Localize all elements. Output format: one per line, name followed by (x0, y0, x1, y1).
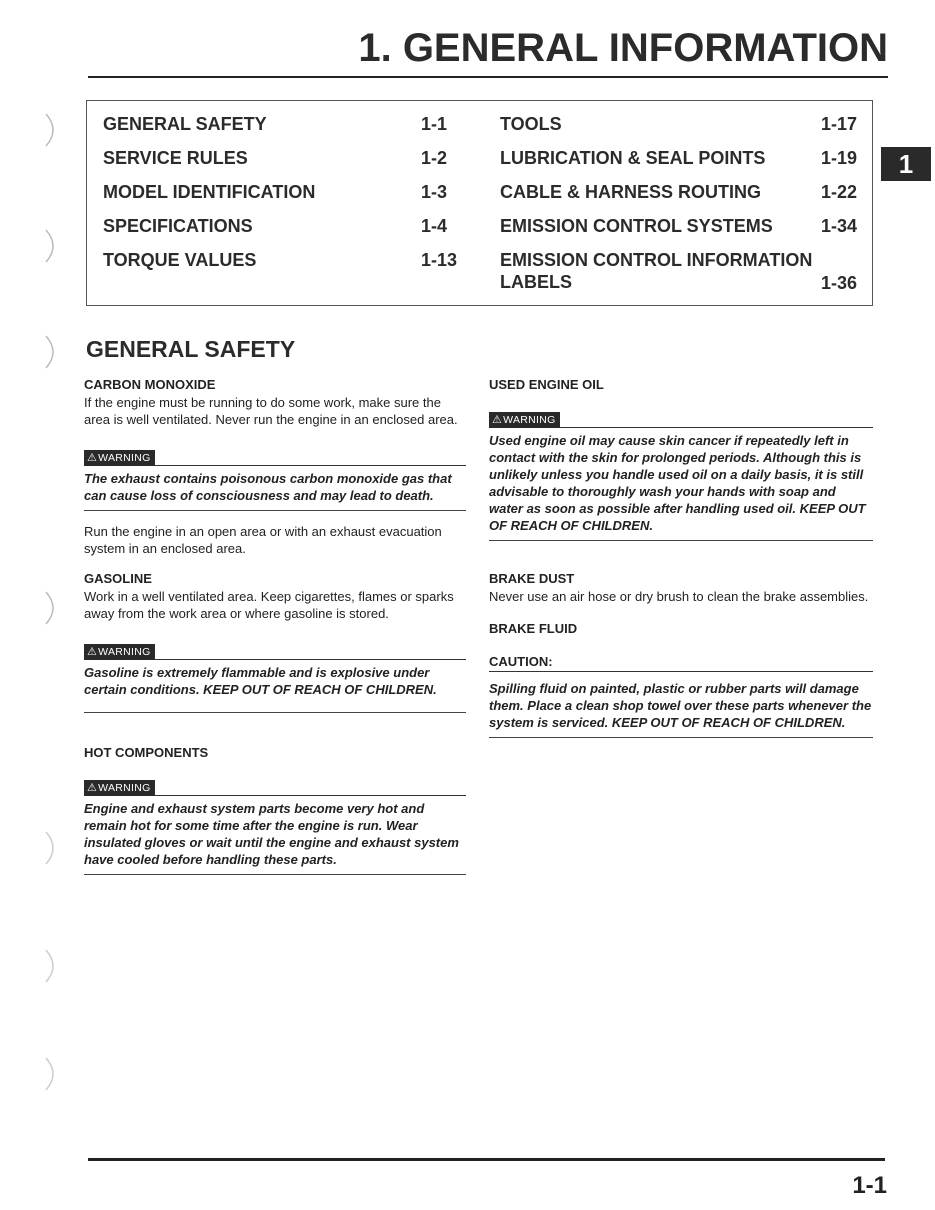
warning-rule (84, 874, 466, 875)
binder-hole-mark (40, 590, 62, 626)
chapter-title: 1. GENERAL INFORMATION (358, 26, 888, 70)
binder-hole-mark (40, 830, 62, 866)
warning-triangle-icon: ⚠ (492, 414, 503, 426)
brake-dust-heading: BRAKE DUST (489, 571, 575, 586)
toc-page-tools: 1-17 (820, 114, 857, 134)
section-title: GENERAL SAFETY (86, 336, 296, 362)
title-rule (88, 76, 888, 78)
binder-hole-mark (40, 112, 62, 148)
brake-dust-text: Never use an air hose or dry brush to clean the brake assemblies. (489, 589, 869, 604)
toc-page-general-safety: 1-1 (420, 114, 447, 134)
warning-badge: ⚠WARNING (489, 412, 560, 428)
toc-item-emission-labels-line2[interactable]: LABELS (500, 272, 572, 292)
binder-hole-mark (40, 334, 62, 370)
carbon-monoxide-after: Run the engine in an open area or with an exhaust evacuation system in an enclosed area. (84, 524, 442, 556)
carbon-monoxide-text: If the engine must be running to do some work, make sure the area is well ventilated. Never run the engine in an enclosed area. (84, 395, 458, 427)
warning-header (84, 644, 466, 660)
brake-fluid-caution: Spilling fluid on painted, plastic or rubber parts will damage them. Place a clean shop towel over these parts whenever the system is serviced. KEEP OUT OF REACH OF CHILDREN. (489, 681, 872, 730)
toc-item-cable-harness[interactable]: CABLE & HARNESS ROUTING (500, 182, 762, 202)
toc-item-emission-control-systems[interactable]: EMISSION CONTROL SYSTEMS (500, 216, 773, 236)
hot-components-heading: HOT COMPONENTS (84, 745, 209, 760)
warning-triangle-icon: ⚠ (87, 646, 98, 658)
toc-item-service-rules[interactable]: SERVICE RULES (103, 148, 248, 168)
brake-fluid-heading: BRAKE FLUID (489, 621, 578, 636)
binder-hole-mark (40, 228, 62, 264)
right-column (489, 377, 873, 738)
warning-badge: ⚠WARNING (84, 450, 155, 466)
binder-hole-mark (40, 948, 62, 984)
gasoline-heading: GASOLINE (84, 571, 152, 586)
toc-item-specifications[interactable]: SPECIFICATIONS (103, 216, 253, 236)
used-engine-oil-heading: USED ENGINE OIL (489, 377, 604, 392)
warning-triangle-icon: ⚠ (87, 782, 98, 794)
warning-rule (84, 712, 466, 713)
toc-page-service-rules: 1-2 (420, 148, 447, 168)
caution-rule (489, 737, 873, 738)
toc-item-torque-values[interactable]: TORQUE VALUES (103, 250, 257, 270)
toc-page-model-identification: 1-3 (420, 182, 447, 202)
warning-rule (489, 540, 873, 541)
warning-header (489, 412, 873, 428)
warning-badge: ⚠WARNING (84, 780, 155, 796)
warning-triangle-icon: ⚠ (87, 452, 98, 464)
warning-rule (84, 510, 466, 511)
carbon-monoxide-heading: CARBON MONOXIDE (84, 377, 216, 392)
caution-label: CAUTION: (489, 654, 873, 672)
toc-page-emission-labels: 1-36 (820, 273, 857, 293)
warning-header (84, 450, 466, 466)
warning-badge: ⚠WARNING (84, 644, 155, 660)
toc-page-emission-control-systems: 1-34 (820, 216, 857, 236)
toc-page-specifications: 1-4 (420, 216, 447, 236)
binder-hole-mark (40, 1056, 62, 1092)
carbon-monoxide-warning: The exhaust contains poisonous carbon monoxide gas that can cause loss of consciousness and may lead to death. (84, 471, 452, 503)
toc-page-torque-values: 1-13 (420, 250, 457, 270)
page-number: 1-1 (852, 1172, 887, 1199)
toc-item-tools[interactable]: TOOLS (500, 114, 562, 134)
chapter-tab: 1 (881, 147, 931, 181)
used-engine-oil-warning: Used engine oil may cause skin cancer if repeatedly left in contact with the skin for prolonged periods. Although this is unlikely unless you handle used oil on a daily basis, it is still advisable to thoroughly wash your hands with soap and water as soon as possible after handling used oil. KEEP OUT OF REACH OF CHILDREN. (489, 433, 866, 533)
gasoline-warning: Gasoline is extremely flammable and is explosive under certain conditions. KEEP OUT OF REACH OF CHILDREN. (84, 665, 437, 697)
hot-components-warning: Engine and exhaust system parts become very hot and remain hot for some time after the engine is run. Wear insulated gloves or wait until the engine and exhaust system have cooled before handling these parts. (84, 801, 459, 867)
toc-page-cable-harness: 1-22 (820, 182, 857, 202)
toc-page-lubrication: 1-19 (820, 148, 857, 168)
toc-item-emission-labels[interactable]: EMISSION CONTROL INFORMATION (500, 250, 813, 270)
footer-rule (88, 1158, 885, 1161)
toc-box (86, 100, 873, 306)
toc-item-general-safety[interactable]: GENERAL SAFETY (103, 114, 267, 134)
left-column (84, 377, 466, 875)
toc-item-model-identification[interactable]: MODEL IDENTIFICATION (103, 182, 316, 202)
gasoline-text: Work in a well ventilated area. Keep cigarettes, flames or sparks away from the work area or where gasoline is stored. (84, 589, 454, 621)
warning-header (84, 780, 466, 796)
toc-item-lubrication[interactable]: LUBRICATION & SEAL POINTS (500, 148, 766, 168)
